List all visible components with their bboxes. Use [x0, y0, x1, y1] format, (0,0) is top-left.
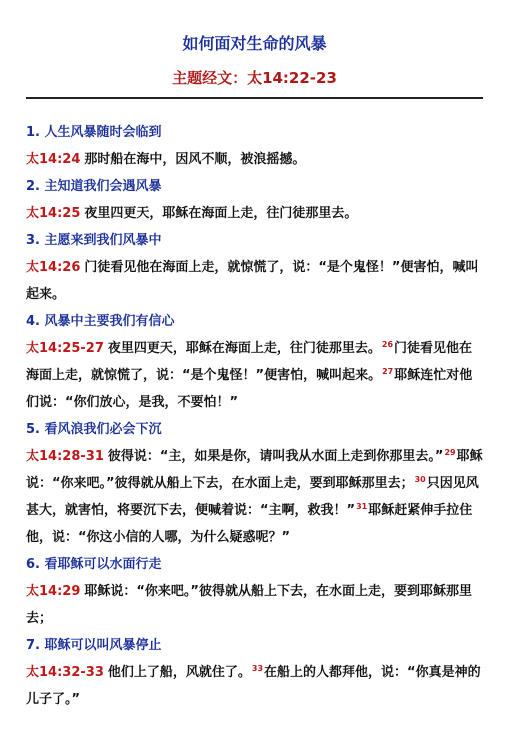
section-heading: 3. 主愿来到我们风暴中	[26, 233, 162, 248]
verse-text: 那时船在海中，因风不顺，被浪摇撼。	[84, 152, 306, 167]
section-heading: 2. 主知道我们会遇风暴	[26, 179, 162, 194]
scripture-reference: 太14:29	[26, 584, 81, 599]
outline-section	[26, 122, 483, 173]
verse-text: 耶稣赶紧伸手拉住他，说：“你这小信的人哪，为什么疑惑呢？”	[26, 503, 473, 545]
verse-text: 门徒看见他在海面上走，就惊慌了，说：“是个鬼怪！”便害怕，喊叫起来。	[26, 341, 473, 383]
verse-number: 31	[356, 501, 368, 511]
verse-text: 耶稣说：“你来吧。”彼得就从船上下去，在水面上走，要到耶稣那里去；	[26, 584, 472, 626]
verse-number: 26	[381, 339, 394, 349]
verse-number: 27	[382, 366, 394, 376]
outline-section	[26, 554, 483, 632]
verse-text: 耶稣连忙对他们说：“你们放心，是我，不要怕！”	[26, 368, 473, 410]
outline-section	[26, 176, 483, 227]
verse-text: 耶稣说：“你来吧。”彼得就从船上下去，在水面上走，要到耶稣那里去；	[26, 449, 483, 491]
verse-text: 门徒看见他在海面上走，就惊慌了，说：“是个鬼怪！”便害怕，喊叫起来。	[26, 260, 479, 302]
scripture-reference: 太14:25	[26, 206, 81, 221]
verse-passage	[26, 443, 483, 551]
outline-section	[26, 635, 483, 713]
verse-passage	[26, 254, 483, 308]
verse-number: 29	[444, 447, 456, 457]
section-heading: 7. 耶稣可以叫风暴停止	[26, 638, 162, 653]
scripture-reference: 太14:28-31	[26, 449, 104, 464]
scripture-reference: 太14:26	[26, 260, 81, 275]
verse-text: 他们上了船，风就住了。	[107, 665, 251, 680]
verse-text: 在船上的人都拜他，说：“你真是神的儿子了。”	[26, 665, 481, 707]
verse-number: 30	[414, 474, 426, 484]
scripture-reference: 太14:24	[26, 152, 81, 167]
outline-section	[26, 311, 483, 416]
section-heading: 1. 人生风暴随时会临到	[26, 125, 162, 140]
verse-text: 夜里四更天，耶稣在海面上走，往门徒那里去。	[107, 341, 381, 356]
verse-text: 夜里四更天，耶稣在海面上走，往门徒那里去。	[84, 206, 358, 221]
verse-passage	[26, 200, 483, 227]
section-heading: 4. 风暴中主要我们有信心	[26, 314, 175, 329]
verse-passage	[26, 578, 483, 632]
outline-section	[26, 419, 483, 551]
verse-passage	[26, 659, 483, 713]
sermon-outline	[26, 122, 483, 713]
section-heading: 5. 看风浪我们必会下沉	[26, 422, 162, 437]
title-divider	[26, 97, 483, 99]
verse-text: 彼得说：“主，如果是你，请叫我从水面上走到你那里去。”	[107, 449, 444, 464]
document-subtitle: 主题经文：太14:22-23	[172, 69, 337, 87]
verse-number: 33	[251, 663, 264, 673]
outline-section	[26, 230, 483, 308]
scripture-reference: 太14:32-33	[26, 665, 104, 680]
scripture-reference: 太14:25-27	[26, 341, 104, 356]
verse-text: 只因见风甚大，就害怕，将要沉下去，便喊着说：“主啊，救我！”	[26, 476, 479, 518]
document-title: 如何面对生命的风暴	[182, 34, 327, 53]
verse-passage	[26, 146, 483, 173]
verse-passage	[26, 335, 483, 416]
section-heading: 6. 看耶稣可以水面行走	[26, 557, 162, 572]
